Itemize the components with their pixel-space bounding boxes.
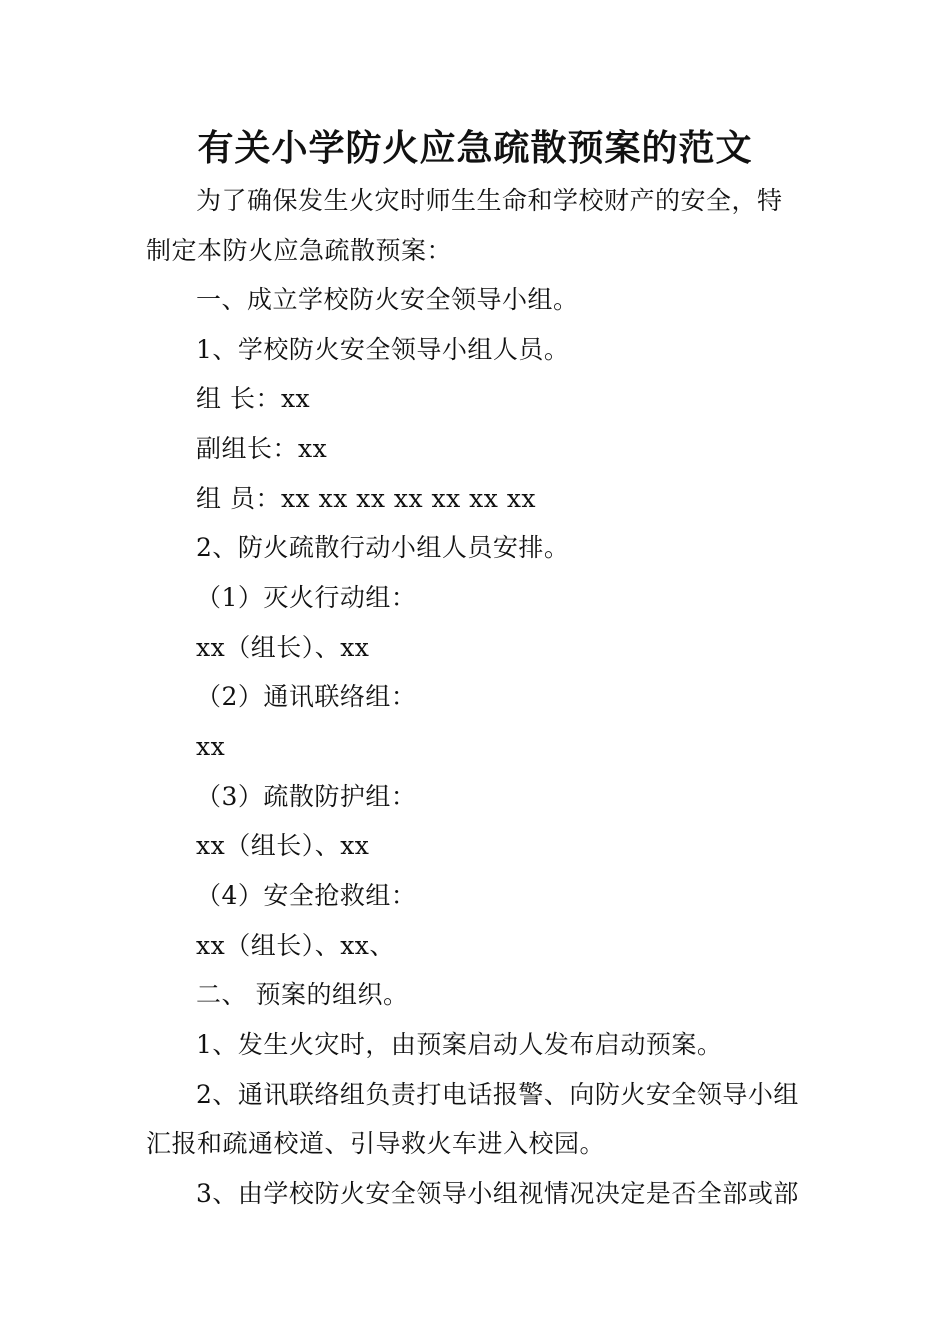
paragraph-line: 制定本防火应急疏散预案： bbox=[146, 236, 453, 265]
list-item: xx（组长）、xx、 bbox=[196, 931, 395, 960]
list-item: 副组长：xx bbox=[196, 434, 328, 463]
list-item: 组 员：xx xx xx xx xx xx xx bbox=[196, 484, 537, 513]
list-item: xx（组长）、xx bbox=[196, 831, 370, 860]
paragraph-line: 汇报和疏通校道、引导救火车进入校园。 bbox=[146, 1129, 606, 1158]
paragraph-line: 1、学校防火安全领导小组人员。 bbox=[196, 335, 570, 364]
paragraph-line: 1、发生火灾时，由预案启动人发布启动预案。 bbox=[196, 1030, 723, 1059]
section-heading-2: 二、 预案的组织。 bbox=[196, 980, 409, 1009]
list-item: （2）通讯联络组： bbox=[196, 682, 417, 711]
list-item: 组 长：xx bbox=[196, 384, 311, 413]
list-item: xx bbox=[196, 732, 226, 761]
list-item: xx（组长）、xx bbox=[196, 633, 370, 662]
paragraph-line: 为了确保发生火灾时师生生命和学校财产的安全，特 bbox=[196, 186, 783, 215]
list-item: （3）疏散防护组： bbox=[196, 782, 417, 811]
list-item: （4）安全抢救组： bbox=[196, 881, 417, 910]
paragraph-line: 2、防火疏散行动小组人员安排。 bbox=[196, 533, 570, 562]
list-item: （1）灭火行动组： bbox=[196, 583, 417, 612]
document-title: 有关小学防火应急疏散预案的范文 bbox=[197, 128, 753, 169]
paragraph-line: 3、由学校防火安全领导小组视情况决定是否全部或部 bbox=[196, 1179, 799, 1208]
paragraph-line: 2、通讯联络组负责打电话报警、向防火安全领导小组 bbox=[196, 1080, 799, 1109]
section-heading-1: 一、成立学校防火安全领导小组。 bbox=[196, 285, 579, 314]
